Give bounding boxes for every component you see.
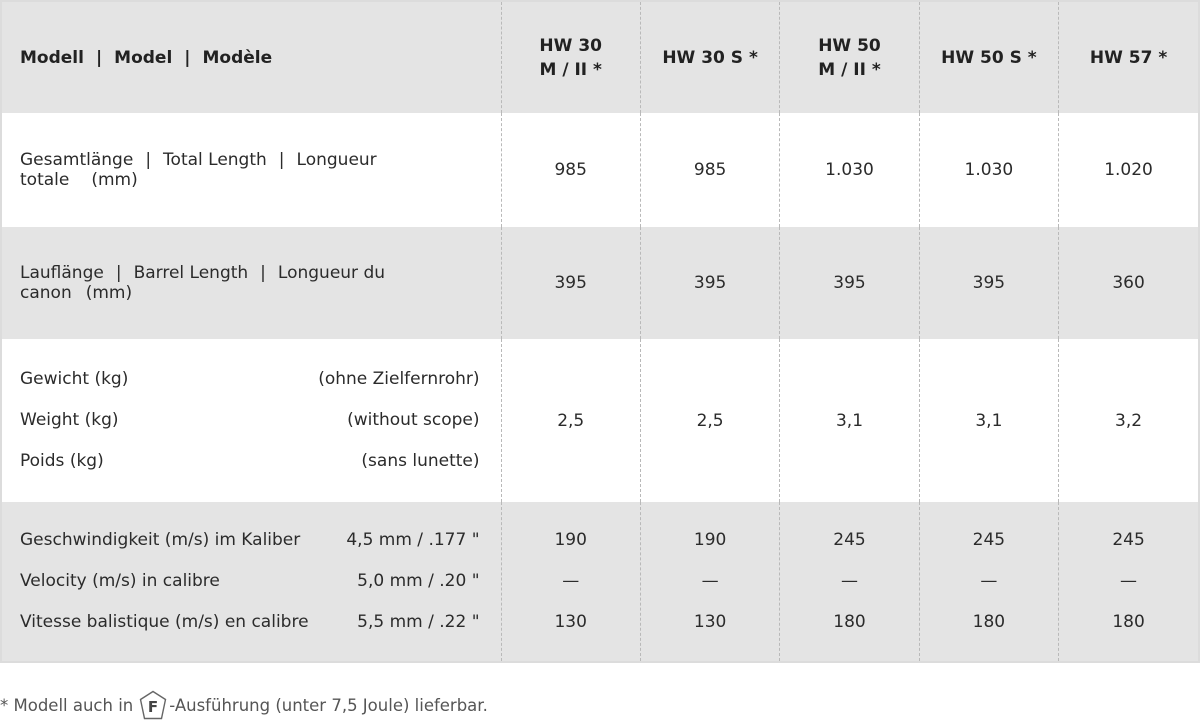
label-text: Gewicht (kg) xyxy=(20,369,129,389)
weight-value: 3,1 xyxy=(919,339,1058,502)
caliber-text: 5,5 mm / .22 " xyxy=(357,612,480,632)
total-length-value: 1.020 xyxy=(1059,113,1198,227)
separator: | xyxy=(145,150,152,170)
velocity-values-hw30s xyxy=(640,502,779,661)
weight-value: 2,5 xyxy=(640,339,779,502)
velocity-line-de xyxy=(20,520,480,561)
separator: | xyxy=(260,263,266,283)
label-de: Gesamtlänge xyxy=(20,150,134,170)
label-note: (without scope) xyxy=(347,410,480,430)
label-text: Velocity (m/s) in calibre xyxy=(20,571,220,591)
velocity-values-hw57 xyxy=(1059,502,1198,661)
label-text: Geschwindigkeit (m/s) im Kaliber xyxy=(20,530,301,550)
total-length-value: 985 xyxy=(640,113,779,227)
total-length-value: 985 xyxy=(501,113,640,227)
velocity-line-en xyxy=(20,561,480,602)
total-length-label xyxy=(2,113,501,227)
velocity-value: 130 xyxy=(693,612,727,632)
unit-label: (mm) xyxy=(91,170,138,190)
footnote-suffix: -Ausführung (unter 7,5 Joule) lieferbar. xyxy=(169,695,488,715)
velocity-value: 180 xyxy=(972,612,1006,632)
barrel-length-value: 395 xyxy=(919,227,1058,339)
weight-label xyxy=(2,339,501,502)
velocity-value: 130 xyxy=(554,612,587,632)
total-length-value: 1.030 xyxy=(919,113,1058,227)
f-mark-letter: F xyxy=(148,698,159,716)
model-name: HW 50 xyxy=(818,35,881,56)
label-text: Weight (kg) xyxy=(20,410,119,430)
velocity-value: — xyxy=(840,571,858,591)
total-length-value: 1.030 xyxy=(780,113,919,227)
velocity-value: — xyxy=(980,571,998,591)
barrel-length-label xyxy=(2,227,501,339)
model-name: HW 30 xyxy=(539,35,602,56)
f-mark-icon xyxy=(139,690,167,720)
barrel-length-value: 395 xyxy=(640,227,779,339)
separator: | xyxy=(278,150,285,170)
barrel-length-value: 360 xyxy=(1059,227,1198,339)
velocity-value: 190 xyxy=(693,530,727,550)
velocity-value: 245 xyxy=(833,530,866,550)
model-header-hw50 xyxy=(780,2,919,113)
label-fr: Longueur totale xyxy=(20,150,377,190)
label-fr: Longueur du canon xyxy=(20,263,386,303)
model-label-de: Modell xyxy=(20,47,84,68)
model-label-fr: Modèle xyxy=(202,47,273,68)
model-variant: M / II * xyxy=(539,59,602,80)
velocity-values-hw50s xyxy=(919,502,1058,661)
total-length-row xyxy=(2,113,1198,227)
barrel-length-row xyxy=(2,227,1198,339)
velocity-value: 180 xyxy=(1112,612,1145,632)
model-name: HW 50 S * xyxy=(941,47,1037,68)
model-name: HW 30 S * xyxy=(662,47,758,68)
spec-table xyxy=(2,2,1198,661)
separator: | xyxy=(115,263,122,283)
model-header-hw50s xyxy=(919,2,1058,113)
label-text: Vitesse balistique (m/s) en calibre xyxy=(20,612,309,632)
barrel-length-value: 395 xyxy=(780,227,919,339)
weight-line-fr xyxy=(20,441,480,482)
unit-label: (mm) xyxy=(85,283,133,303)
model-header-label xyxy=(2,2,501,113)
velocity-label xyxy=(2,502,501,661)
velocity-value: — xyxy=(562,571,580,591)
velocity-line-fr xyxy=(20,602,480,643)
velocity-values-hw30 xyxy=(501,502,640,661)
velocity-value: 180 xyxy=(833,612,866,632)
label-note: (ohne Zielfernrohr) xyxy=(318,369,480,389)
weight-line-de xyxy=(20,359,480,400)
velocity-row xyxy=(2,502,1198,661)
velocity-value: — xyxy=(701,571,719,591)
velocity-value: 245 xyxy=(1112,530,1145,550)
separator: | xyxy=(95,47,103,68)
caliber-text: 5,0 mm / .20 " xyxy=(357,571,480,591)
velocity-value: 190 xyxy=(554,530,587,550)
model-header-hw30 xyxy=(501,2,640,113)
velocity-value: 245 xyxy=(972,530,1006,550)
model-header-hw30s xyxy=(640,2,779,113)
model-name: HW 57 * xyxy=(1089,47,1168,68)
label-de: Lauflänge xyxy=(20,263,104,283)
velocity-values-hw50 xyxy=(780,502,919,661)
model-variant: M / II * xyxy=(818,59,881,80)
barrel-length-value: 395 xyxy=(501,227,640,339)
footnote-prefix: * Modell auch in xyxy=(0,695,134,715)
label-note: (sans lunette) xyxy=(361,451,480,471)
weight-value: 2,5 xyxy=(501,339,640,502)
label-en: Barrel Length xyxy=(133,263,249,283)
header-row xyxy=(2,2,1198,113)
separator: | xyxy=(184,47,191,68)
footnote xyxy=(0,690,488,720)
weight-row xyxy=(2,339,1198,502)
model-header-hw57 xyxy=(1059,2,1198,113)
model-label-en: Model xyxy=(114,47,173,68)
weight-line-en xyxy=(20,400,480,441)
label-text: Poids (kg) xyxy=(20,451,104,471)
label-en: Total Length xyxy=(163,150,267,170)
weight-value: 3,2 xyxy=(1059,339,1198,502)
caliber-text: 4,5 mm / .177 " xyxy=(346,530,480,550)
velocity-value: — xyxy=(1120,571,1138,591)
weight-value: 3,1 xyxy=(780,339,919,502)
